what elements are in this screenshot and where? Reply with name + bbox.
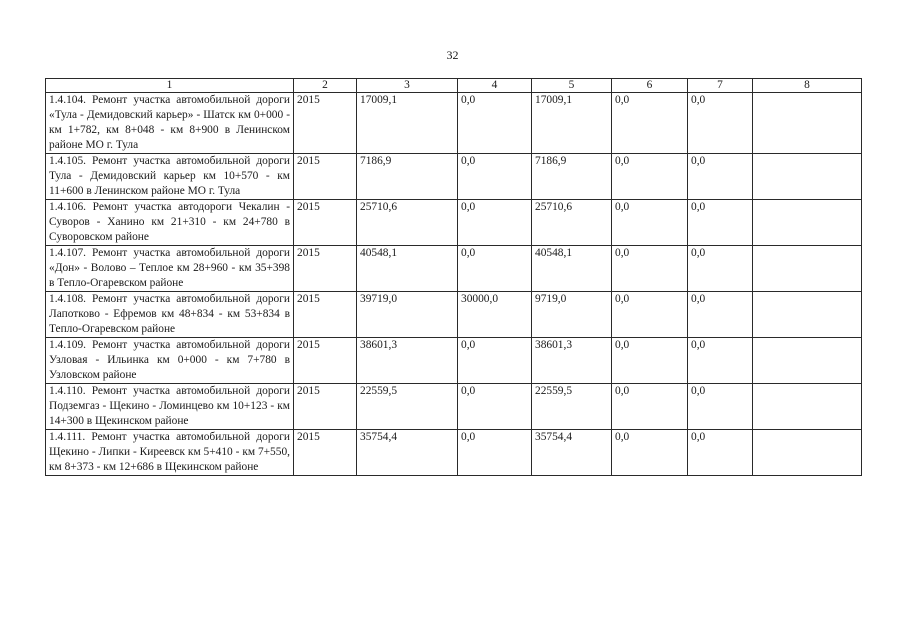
- value-col4-cell: 0,0: [458, 93, 532, 154]
- header-cell-7: 7: [688, 79, 753, 93]
- header-cell-3: 3: [357, 79, 458, 93]
- value-col7-cell: 0,0: [688, 93, 753, 154]
- item-name-cell: 1.4.107. Ремонт участка автомобильной дороги «Дон» - Волово – Теплое км 28+960 - км 35+398 в Тепло-Огаревском районе: [46, 246, 294, 292]
- header-cell-4: 4: [458, 79, 532, 93]
- value-col4-cell: 0,0: [458, 430, 532, 476]
- year-cell: 2015: [294, 292, 357, 338]
- value-col4-cell: 0,0: [458, 384, 532, 430]
- value-col6-cell: 0,0: [612, 246, 688, 292]
- item-name-cell: 1.4.110. Ремонт участка автомобильной дороги Подземгаз - Щекино - Ломинцево км 10+123 - км 14+300 в Щекинском районе: [46, 384, 294, 430]
- table-row: [46, 246, 862, 292]
- value-col4-cell: 0,0: [458, 154, 532, 200]
- notes-cell: [753, 200, 862, 246]
- item-name-cell: 1.4.105. Ремонт участка автомобильной дороги Тула - Демидовский карьер км 10+570 - км 11+600 в Ленинском районе МО г. Тула: [46, 154, 294, 200]
- item-name-cell: 1.4.108. Ремонт участка автомобильной дороги Лапотково - Ефремов км 48+834 - км 53+834 в Тепло-Огаревском районе: [46, 292, 294, 338]
- table-row: [46, 338, 862, 384]
- notes-cell: [753, 338, 862, 384]
- header-cell-8: 8: [753, 79, 862, 93]
- value-col7-cell: 0,0: [688, 154, 753, 200]
- value-col5-cell: 38601,3: [532, 338, 612, 384]
- value-col3-cell: 22559,5: [357, 384, 458, 430]
- page-number: 32: [446, 48, 459, 62]
- notes-cell: [753, 154, 862, 200]
- value-col6-cell: 0,0: [612, 93, 688, 154]
- value-col7-cell: 0,0: [688, 430, 753, 476]
- value-col5-cell: 40548,1: [532, 246, 612, 292]
- table-row: [46, 93, 862, 154]
- header-cell-1: 1: [46, 79, 294, 93]
- value-col3-cell: 25710,6: [357, 200, 458, 246]
- year-cell: 2015: [294, 200, 357, 246]
- value-col6-cell: 0,0: [612, 384, 688, 430]
- value-col5-cell: 35754,4: [532, 430, 612, 476]
- notes-cell: [753, 292, 862, 338]
- value-col3-cell: 17009,1: [357, 93, 458, 154]
- value-col4-cell: 0,0: [458, 200, 532, 246]
- road-repair-table: [45, 78, 862, 476]
- item-name-cell: 1.4.106. Ремонт участка автодороги Чекалин - Суворов - Ханино км 21+310 - км 24+780 в Суворовском районе: [46, 200, 294, 246]
- header-cell-6: 6: [612, 79, 688, 93]
- value-col3-cell: 38601,3: [357, 338, 458, 384]
- table-row: [46, 292, 862, 338]
- year-cell: 2015: [294, 430, 357, 476]
- value-col7-cell: 0,0: [688, 338, 753, 384]
- value-col3-cell: 35754,4: [357, 430, 458, 476]
- value-col7-cell: 0,0: [688, 200, 753, 246]
- header-cell-2: 2: [294, 79, 357, 93]
- value-col5-cell: 7186,9: [532, 154, 612, 200]
- value-col7-cell: 0,0: [688, 292, 753, 338]
- year-cell: 2015: [294, 93, 357, 154]
- value-col6-cell: 0,0: [612, 200, 688, 246]
- value-col7-cell: 0,0: [688, 384, 753, 430]
- notes-cell: [753, 246, 862, 292]
- year-cell: 2015: [294, 338, 357, 384]
- notes-cell: [753, 93, 862, 154]
- notes-cell: [753, 430, 862, 476]
- notes-cell: [753, 384, 862, 430]
- header-row: [46, 79, 862, 93]
- value-col6-cell: 0,0: [612, 154, 688, 200]
- value-col4-cell: 0,0: [458, 246, 532, 292]
- value-col6-cell: 0,0: [612, 292, 688, 338]
- value-col5-cell: 25710,6: [532, 200, 612, 246]
- table-row: [46, 430, 862, 476]
- table-row: [46, 154, 862, 200]
- table-row: [46, 200, 862, 246]
- value-col5-cell: 9719,0: [532, 292, 612, 338]
- value-col5-cell: 17009,1: [532, 93, 612, 154]
- value-col4-cell: 30000,0: [458, 292, 532, 338]
- year-cell: 2015: [294, 246, 357, 292]
- value-col3-cell: 39719,0: [357, 292, 458, 338]
- year-cell: 2015: [294, 154, 357, 200]
- value-col4-cell: 0,0: [458, 338, 532, 384]
- item-name-cell: 1.4.104. Ремонт участка автомобильной дороги «Тула - Демидовский карьер» - Шатск км 0+000 - км 1+782, км 8+048 - км 8+900 в Ленинском районе МО г. Тула: [46, 93, 294, 154]
- table-row: [46, 384, 862, 430]
- year-cell: 2015: [294, 384, 357, 430]
- value-col3-cell: 7186,9: [357, 154, 458, 200]
- value-col6-cell: 0,0: [612, 338, 688, 384]
- item-name-cell: 1.4.109. Ремонт участка автомобильной дороги Узловая - Ильинка км 0+000 - км 7+780 в Узловском районе: [46, 338, 294, 384]
- value-col3-cell: 40548,1: [357, 246, 458, 292]
- value-col5-cell: 22559,5: [532, 384, 612, 430]
- value-col6-cell: 0,0: [612, 430, 688, 476]
- item-name-cell: 1.4.111. Ремонт участка автомобильной дороги Щекино - Липки - Киреевск км 5+410 - км 7+550, км 8+373 - км 12+686 в Щекинском районе: [46, 430, 294, 476]
- header-cell-5: 5: [532, 79, 612, 93]
- value-col7-cell: 0,0: [688, 246, 753, 292]
